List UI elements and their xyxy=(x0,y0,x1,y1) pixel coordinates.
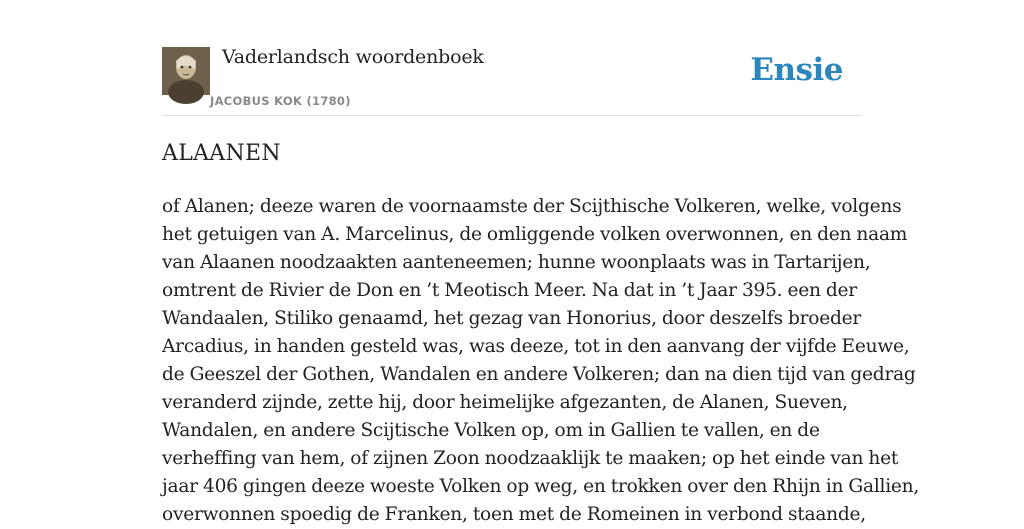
portrait-illustration xyxy=(162,47,210,95)
page-header xyxy=(162,0,862,116)
entry-text-line: omtrent de Rivier de Don en ’t Meotisch Meer. Na dat in ’t Jaar 395. een der xyxy=(162,280,857,301)
entry-text-line: jaar 406 gingen deeze woeste Volken op weg, en trokken over den Rhijn in Gallien, xyxy=(162,476,920,497)
entry-text-line: verheffing van hem, of zijnen Zoon noodzaaklijk te maaken; op het einde van het xyxy=(162,448,899,469)
entry-title: ALAANEN xyxy=(162,141,281,166)
entry-text-line: de Geeszel der Gothen, Wandalen en andere Volkeren; dan na dien tijd van gedrag xyxy=(162,364,916,385)
book-title[interactable]: Vaderlandsch woordenboek xyxy=(222,46,484,68)
entry-text-line: overwonnen spoedig de Franken, toen met de Romeinen in verbond staande, xyxy=(162,504,866,525)
entry-text-line: Arcadius, in handen gesteld was, was deeze, tot in den aanvang der vijfde Eeuwe, xyxy=(162,336,910,357)
entry-text-line: van Alaanen noodzaakten aanteneemen; hunne woonplaats was in Tartarijen, xyxy=(162,252,871,273)
entry-text-line: Wandalen, en andere Scijtische Volken op, om in Gallien te vallen, en de xyxy=(162,420,820,441)
entry-text-line: of Alanen; deeze waren de voornaamste der Scijthische Volkeren, welke, volgens xyxy=(162,196,902,217)
author-label[interactable]: JACOBUS KOK (1780) xyxy=(210,94,351,108)
entry-text-line: het getuigen van A. Marcelinus, de omliggende volken overwonnen, en den naam xyxy=(162,224,908,245)
entry-body xyxy=(162,193,920,529)
author-portrait-icon[interactable] xyxy=(162,47,210,95)
entry-text-line: Wandaalen, Stiliko genaamd, het gezag van Honorius, door deszelfs broeder xyxy=(162,308,862,329)
ensie-logo[interactable]: Ensie xyxy=(750,52,843,88)
entry-text-line: veranderd zijnde, zette hij, door heimelijke afgezanten, de Alanen, Sueven, xyxy=(162,392,848,413)
